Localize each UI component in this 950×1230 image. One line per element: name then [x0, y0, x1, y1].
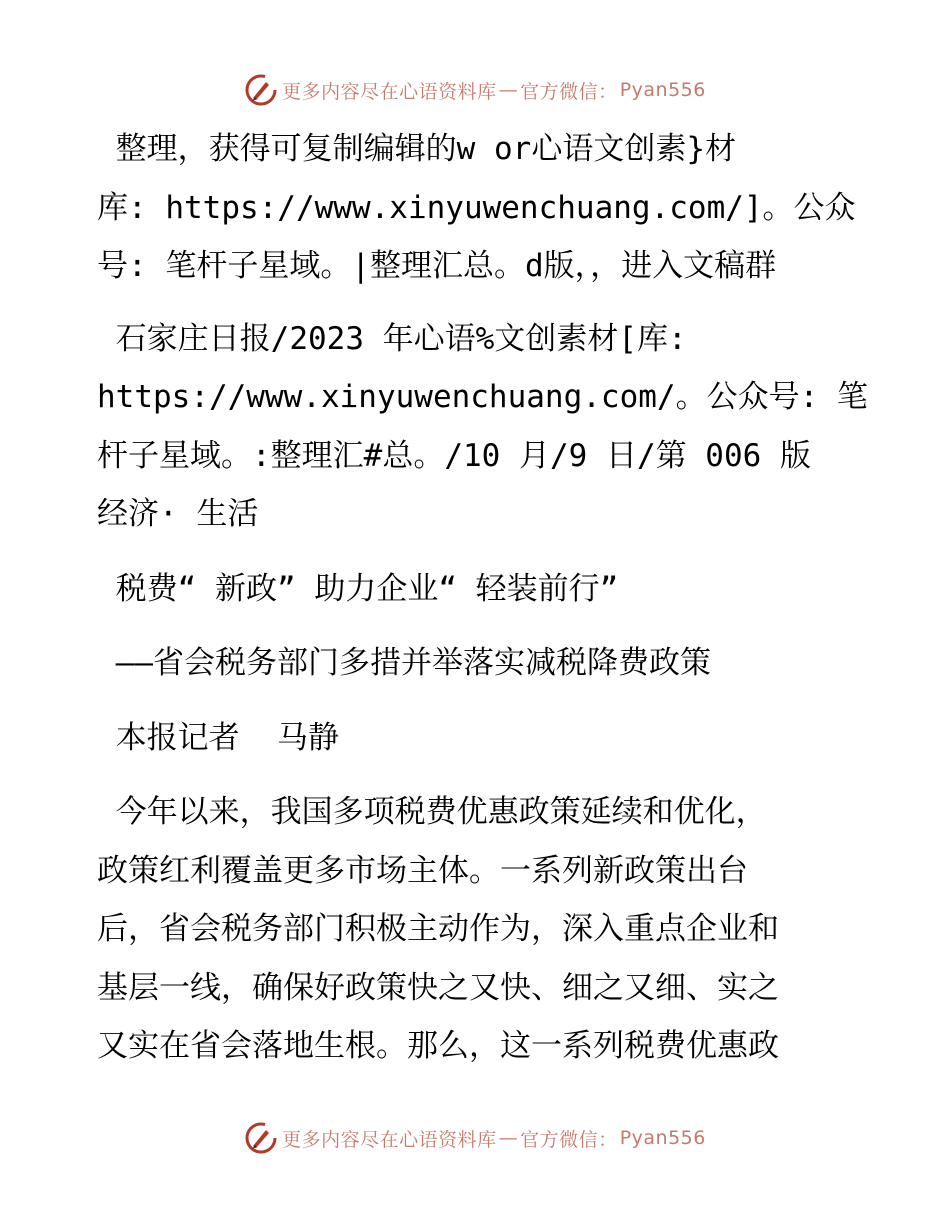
- article-byline: [97, 709, 867, 768]
- watermark-wechat-label: 官方微信：: [520, 80, 618, 103]
- watermark-site-text: 更多内容尽在心语资料库: [282, 1128, 497, 1151]
- watermark-site-text: 更多内容尽在心语资料库: [282, 80, 497, 103]
- text-line: 石家庄日报/2023 年心语%文创素材[库:: [97, 320, 687, 357]
- watermark-dash: —: [498, 79, 519, 101]
- watermark-dash: —: [498, 1127, 519, 1149]
- text-line: 号: 笔杆子星域。|整理汇总。d版，，进入文稿群: [97, 248, 777, 284]
- article-body-paragraph: [97, 783, 867, 1076]
- text-line: https://www.xinyuwenchuang.com/。公众号: 笔: [97, 379, 868, 415]
- text-line: 整理，获得可复制编辑的w or心语文创素}材: [97, 131, 736, 167]
- header-watermark-banner: [0, 72, 950, 108]
- intro-paragraph: [97, 120, 867, 296]
- text-line: ——省会税务部门多措并举落实减税降费政策: [97, 645, 711, 681]
- source-paragraph: [97, 310, 867, 544]
- watermark-wechat-id: Pyan556: [619, 1127, 706, 1149]
- watermark-wechat-label: 官方微信：: [520, 1128, 618, 1151]
- text-line: 又实在省会落地生根。那么，这一系列税费优惠政: [97, 1028, 779, 1064]
- brush-logo-icon: [244, 73, 278, 107]
- article-subheadline: [97, 634, 867, 693]
- text-line: 政策红利覆盖更多市场主体。一系列新政策出台: [97, 852, 748, 889]
- text-line: 今年以来，我国多项税费优惠政策延续和优化，: [97, 794, 767, 830]
- document-body: [97, 120, 867, 1076]
- watermark-wechat-id: Pyan556: [619, 79, 706, 101]
- brush-logo-icon: [244, 1121, 278, 1155]
- article-headline: [97, 560, 867, 619]
- text-line: 杆子星域。:整理汇#总。/10 月/9 日/第 006 版: [97, 437, 811, 474]
- text-line: 库: https://www.xinyuwenchuang.com/]。公众: [97, 189, 856, 226]
- text-line: 税费“ 新政” 助力企业“ 轻装前行”: [97, 570, 619, 607]
- text-line: 本报记者 马静: [97, 719, 339, 756]
- text-line: 后，省会税务部门积极主动作为，深入重点企业和: [97, 911, 779, 947]
- text-line: 经济· 生活: [97, 496, 259, 532]
- text-line: 基层一线，确保好政策快之又快、细之又细、实之: [97, 969, 779, 1006]
- footer-watermark-banner: [0, 1120, 950, 1156]
